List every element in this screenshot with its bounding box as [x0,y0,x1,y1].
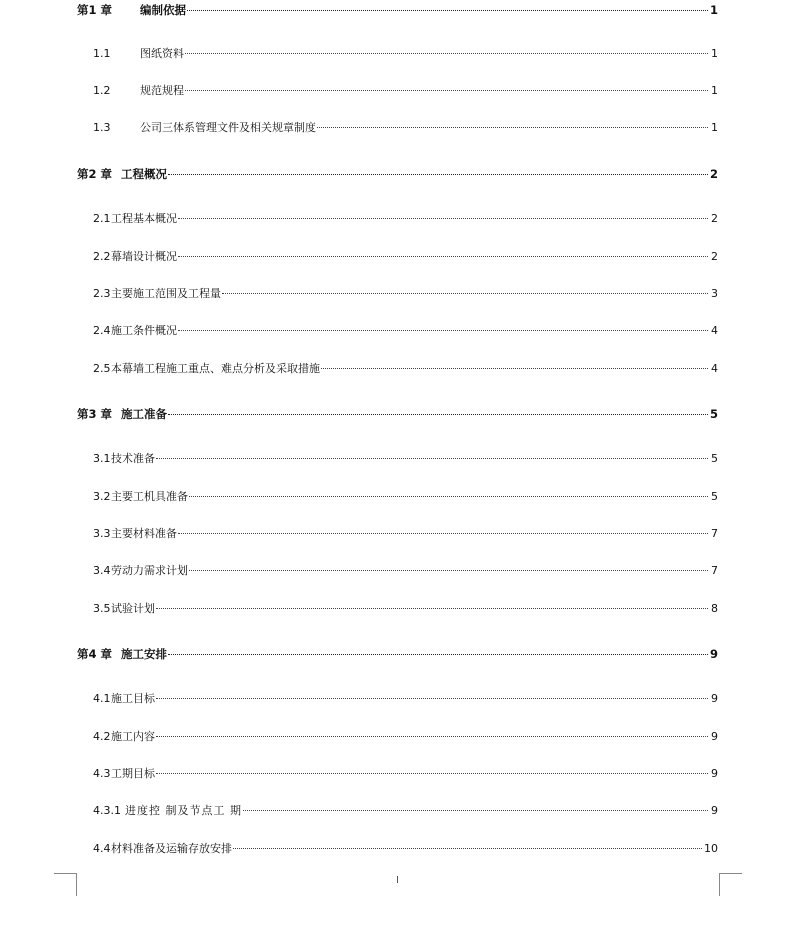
toc-page-number: 4 [711,324,718,337]
toc-leader [233,848,702,849]
toc-leader [168,654,708,655]
toc-title: 主要工机具准备 [111,490,188,503]
toc-entry-3-2[interactable] [93,489,718,505]
toc-entry-1-2[interactable] [93,83,718,99]
toc-title: 规范规程 [140,84,184,97]
toc-number: 3.2 [93,490,111,503]
toc-leader [156,698,708,699]
toc-entry-3-1[interactable] [93,451,718,467]
toc-title: 施工目标 [111,692,155,705]
toc-page-number: 9 [711,692,718,705]
toc-leader [189,570,708,571]
toc-title: 主要施工范围及工程量 [111,287,221,300]
toc-number: 2.1 [93,212,111,225]
toc-entry-2-5[interactable] [93,361,718,377]
toc-title: 公司三体系管理文件及相关规章制度 [140,121,316,134]
toc-leader [185,90,708,91]
toc-page-number: 2 [711,212,718,225]
toc-entry-4-4[interactable] [93,841,718,857]
toc-entry-4-2[interactable] [93,729,718,745]
toc-entry-chapter-3[interactable] [77,406,718,422]
toc-page-number: 1 [711,121,718,134]
toc-leader [178,533,708,534]
toc-title: 施工安排 [121,647,167,661]
toc-number: 2.3 [93,287,111,300]
toc-number: 3.3 [93,527,111,540]
toc-entry-4-3[interactable] [93,766,718,782]
toc-title: 幕墙设计概况 [111,250,177,263]
toc-number: 3.4 [93,564,111,577]
toc-leader [168,174,708,175]
toc-title: 施工准备 [121,407,167,421]
toc-entry-1-1[interactable] [93,46,718,62]
toc-number: 4.3 [93,767,111,780]
toc-number: 1.2 [93,84,111,97]
toc-entry-3-3[interactable] [93,526,718,542]
toc-entry-1-3[interactable] [93,120,718,136]
toc-number: 第1 章 [77,3,113,17]
toc-leader [243,810,708,811]
toc-title: 施工条件概况 [111,324,177,337]
toc-leader [178,256,708,257]
toc-leader [156,773,708,774]
toc-page-number: 5 [709,407,718,421]
toc-title: 工程概况 [121,167,167,181]
toc-page-number: 9 [711,767,718,780]
toc-number: 4.1 [93,692,111,705]
toc-number: 2.2 [93,250,111,263]
toc-number: 1.1 [93,47,111,60]
toc-title: 主要材料准备 [111,527,177,540]
toc-leader [185,53,708,54]
toc-page-number: 9 [709,647,718,661]
toc-entry-2-3[interactable] [93,286,718,302]
toc-number: 第3 章 [77,407,113,421]
toc-leader [189,496,708,497]
toc-entry-chapter-1[interactable] [77,2,718,18]
toc-title: 图纸资料 [140,47,184,60]
toc-page-number: 1 [709,3,718,17]
toc-number: 4.2 [93,730,111,743]
toc-leader [168,414,708,415]
toc-number: 4.4 [93,842,111,855]
toc-title: 材料准备及运输存放安排 [111,842,232,855]
toc-entry-2-2[interactable] [93,249,718,265]
toc-entry-chapter-4[interactable] [77,646,718,662]
toc-page-number: 9 [711,730,718,743]
toc-title: 劳动力需求计划 [111,564,188,577]
toc-number: 第4 章 [77,647,113,661]
toc-title: 进度控 制及节点工 期 [125,804,242,817]
toc-title: 施工内容 [111,730,155,743]
toc-entry-chapter-2[interactable] [77,166,718,182]
margin-corner-mark-left [54,873,77,896]
toc-page-number: 10 [704,842,718,855]
toc-page-number: 8 [711,602,718,615]
toc-entry-2-4[interactable] [93,323,718,339]
toc-entry-3-4[interactable] [93,563,718,579]
toc-entry-4-3-1[interactable] [93,803,718,819]
toc-leader [317,127,708,128]
toc-title: 试验计划 [111,602,155,615]
toc-leader [156,736,708,737]
margin-corner-mark-right [719,873,742,896]
toc-leader [156,608,708,609]
toc-entry-3-5[interactable] [93,601,718,617]
toc-title: 编制依据 [140,3,186,17]
toc-leader [156,458,708,459]
text-cursor-mark [397,876,398,883]
toc-page-number: 5 [711,452,718,465]
toc-page-number: 9 [711,804,718,817]
toc-title: 本幕墙工程施工重点、难点分析及采取措施 [111,362,320,375]
toc-number: 3.1 [93,452,111,465]
toc-page-number: 1 [711,47,718,60]
toc-page-number: 2 [709,167,718,181]
toc-page-number: 4 [711,362,718,375]
toc-page-number: 2 [711,250,718,263]
toc-entry-4-1[interactable] [93,691,718,707]
toc-number: 1.3 [93,121,111,134]
toc-leader [321,368,708,369]
toc-number: 4.3.1 [93,804,121,817]
toc-title: 技术准备 [111,452,155,465]
toc-number: 第2 章 [77,167,113,181]
toc-page-number: 5 [711,490,718,503]
toc-number: 2.5 [93,362,111,375]
toc-leader [178,218,708,219]
toc-page-number: 3 [711,287,718,300]
toc-title: 工期目标 [111,767,155,780]
toc-leader [222,293,708,294]
toc-title: 工程基本概况 [111,212,177,225]
toc-leader [187,10,708,11]
toc-page-number: 7 [711,564,718,577]
toc-page-number: 7 [711,527,718,540]
toc-leader [178,330,708,331]
toc-number: 2.4 [93,324,111,337]
toc-number: 3.5 [93,602,111,615]
toc-entry-2-1[interactable] [93,211,718,227]
toc-page-number: 1 [711,84,718,97]
